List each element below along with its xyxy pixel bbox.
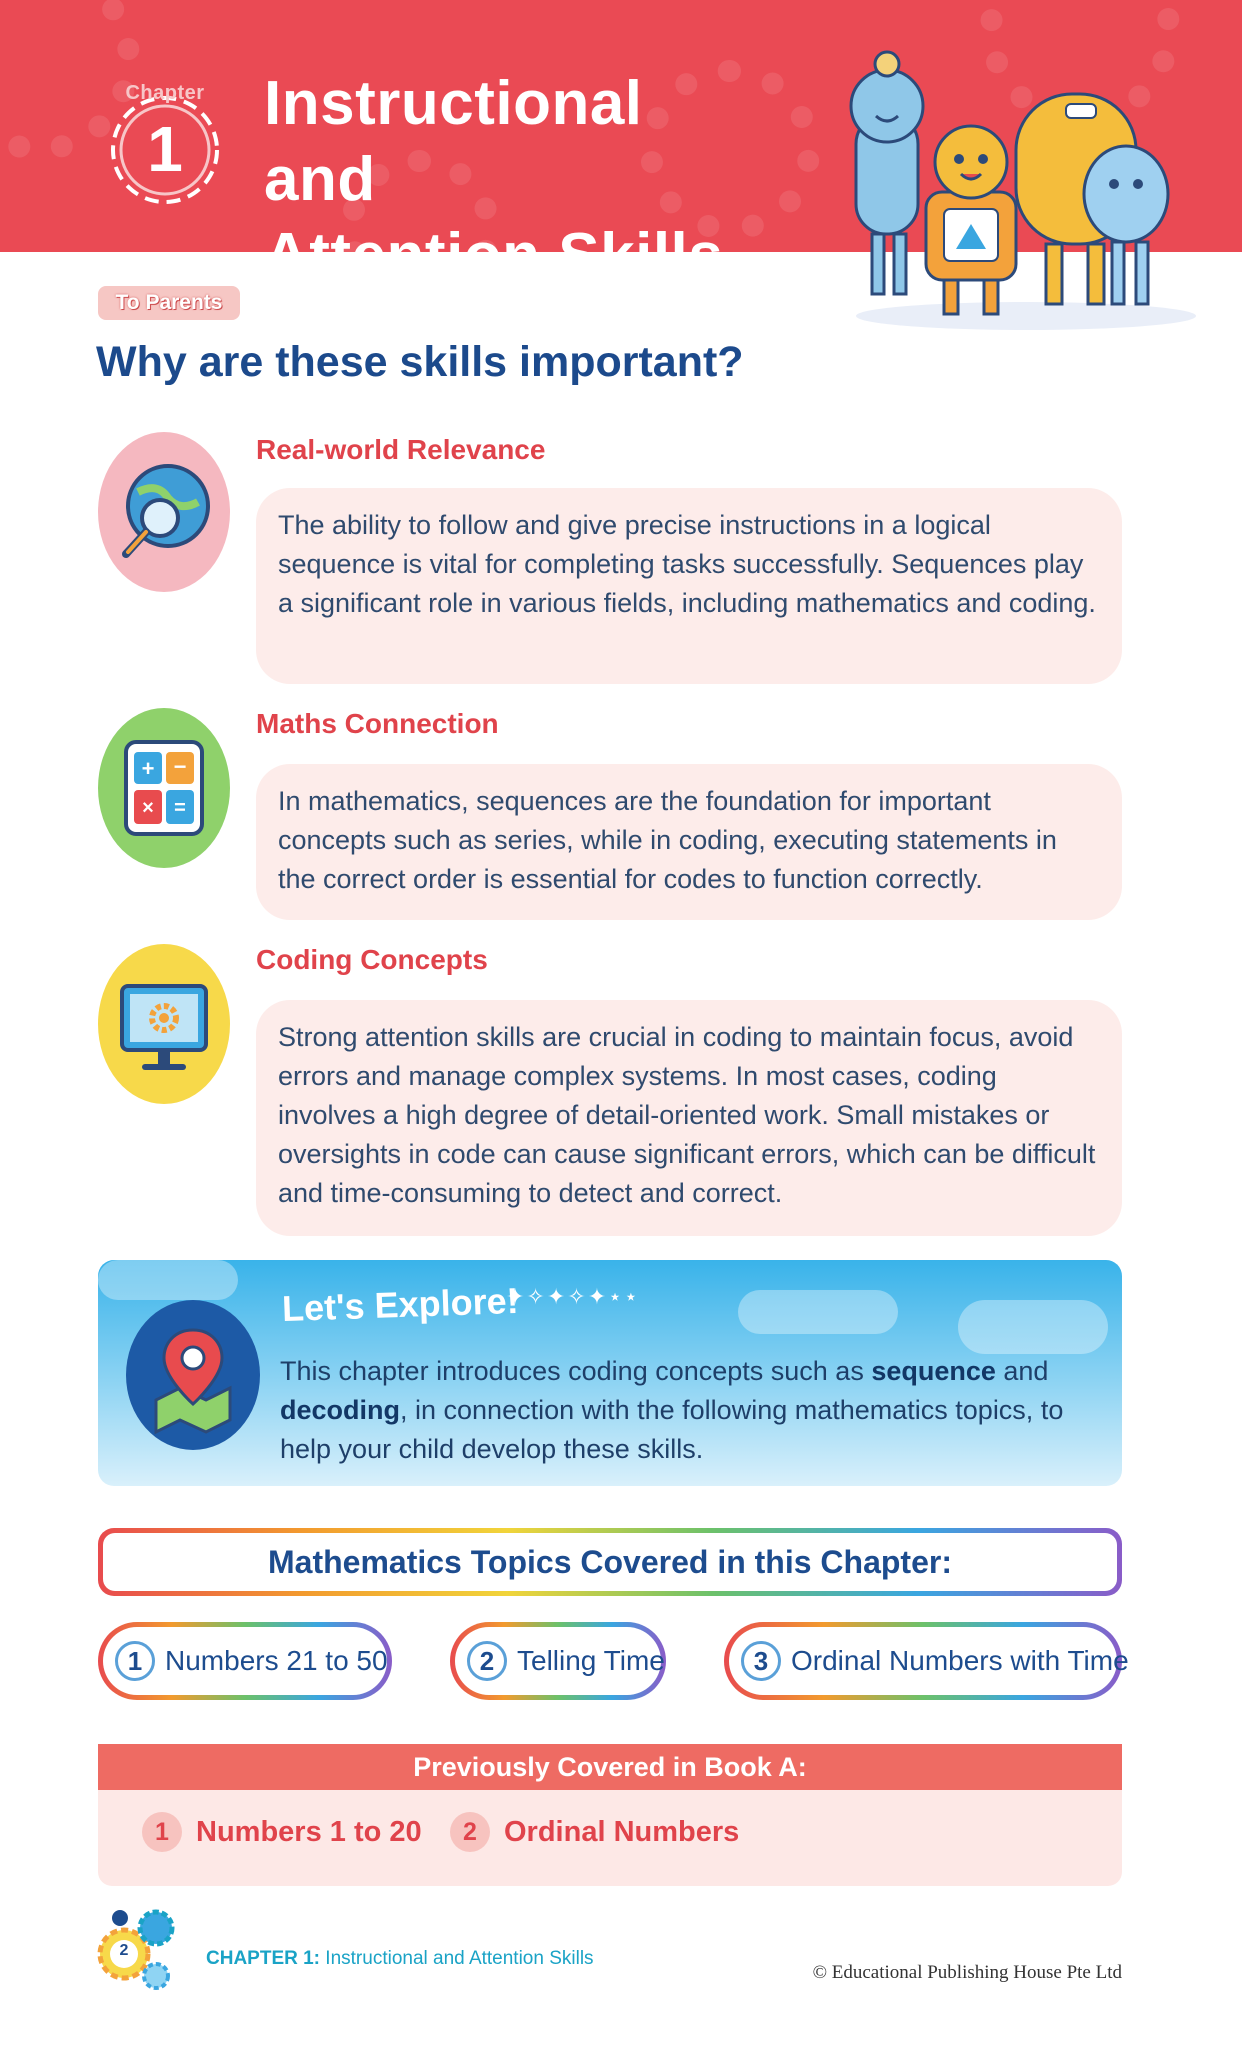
- copyright: © Educational Publishing House Pte Ltd: [812, 1962, 1122, 1983]
- svg-text:+: +: [141, 756, 155, 781]
- page-number-gears: [94, 1904, 178, 1994]
- skill-text-box: In mathematics, sequences are the foundation for important concepts such as series, while in coding, executing statements in the correct order is essential for codes to function correctly.: [256, 764, 1122, 920]
- svg-text:=: =: [174, 797, 186, 819]
- skill-title-coding: Coding Concepts: [256, 944, 488, 975]
- skill-icon-circle: [98, 432, 230, 592]
- page-number: 2: [119, 1942, 129, 1959]
- previous-topic-number: 2: [450, 1812, 490, 1852]
- skill-icon-circle: [98, 944, 230, 1104]
- chapter-badge: [95, 72, 235, 212]
- previously-covered-panel: [98, 1744, 1122, 1886]
- title-line-1: Instructional and: [264, 69, 643, 214]
- topic-number: 2: [467, 1641, 507, 1681]
- explore-title: Let's Explore!: [281, 1279, 520, 1330]
- globe-magnifier-icon: [98, 432, 230, 592]
- section-heading: Why are these skills important?: [96, 338, 744, 386]
- keyword-decoding: decoding: [280, 1395, 400, 1425]
- topics-heading: Mathematics Topics Covered in this Chapter:: [103, 1533, 1117, 1591]
- topic-pill: [98, 1622, 392, 1700]
- cloud-decoration: [738, 1290, 898, 1334]
- keyword-sequence: sequence: [871, 1356, 996, 1386]
- computer-gear-icon: [98, 944, 230, 1104]
- topic-pill: [450, 1622, 666, 1700]
- title-line-2: Attention Skills: [264, 221, 724, 290]
- explore-text-part: and: [995, 1356, 1049, 1386]
- topic-label: Numbers 21 to 50: [165, 1645, 388, 1676]
- footer-chapter-prefix: CHAPTER 1:: [206, 1948, 321, 1969]
- topic-label: Ordinal Numbers with Time: [791, 1645, 1129, 1676]
- svg-text:−: −: [173, 754, 187, 779]
- skill-title-real-world: Real-world Relevance: [256, 434, 546, 465]
- previous-topic-label: Ordinal Numbers: [504, 1815, 740, 1848]
- topic-label: Telling Time: [517, 1645, 665, 1676]
- skill-text-box: Strong attention skills are crucial in coding to maintain focus, avoid errors and manage complex systems. In most cases, coding involves a high degree of detail-oriented work. Small mistakes or oversights in code can cause significant errors, which can be difficult and time-consuming to detect and correct.: [256, 1000, 1122, 1236]
- calculator-icon: [98, 708, 230, 868]
- skill-icon-circle: [98, 708, 230, 868]
- topics-heading-frame: [98, 1528, 1122, 1596]
- cloud-decoration: [958, 1300, 1108, 1354]
- lets-explore-panel: [98, 1260, 1122, 1486]
- previous-topic-label: Numbers 1 to 20: [196, 1815, 422, 1848]
- robots-illustration: [836, 44, 1196, 334]
- skill-title-maths: Maths Connection: [256, 708, 499, 739]
- explore-text: [280, 1352, 1100, 1469]
- previous-topic: [142, 1812, 422, 1852]
- topic-number: 1: [115, 1641, 155, 1681]
- cloud-decoration: [98, 1260, 238, 1300]
- footer-chapter-title: Instructional and Attention Skills: [320, 1948, 594, 1969]
- previously-covered-heading: Previously Covered in Book A:: [98, 1744, 1122, 1790]
- to-parents-tag: To Parents: [98, 286, 240, 320]
- footer-chapter: [206, 1948, 594, 1970]
- svg-text:×: ×: [142, 797, 154, 819]
- chapter-title: [264, 66, 734, 294]
- topic-pill: [724, 1622, 1129, 1700]
- topic-number: 3: [741, 1641, 781, 1681]
- previous-topic: [450, 1812, 739, 1852]
- explore-icon-circle: [126, 1300, 260, 1450]
- stars-icon: ✦✧✦✧✦⋆⋆: [506, 1284, 640, 1309]
- previous-topic-number: 1: [142, 1812, 182, 1852]
- explore-text-part: This chapter introduces coding concepts such as: [280, 1356, 872, 1386]
- chapter-label: Chapter: [125, 82, 205, 104]
- map-pin-icon: [126, 1300, 260, 1450]
- chapter-number: 1: [147, 113, 183, 185]
- explore-text-part: , in connection with the following mathematics topics, to help your child develop these skills.: [280, 1395, 1064, 1464]
- skill-text-box: The ability to follow and give precise instructions in a logical sequence is vital for completing tasks successfully. Sequences play a significant role in various fields, including mathematics and coding.: [256, 488, 1122, 684]
